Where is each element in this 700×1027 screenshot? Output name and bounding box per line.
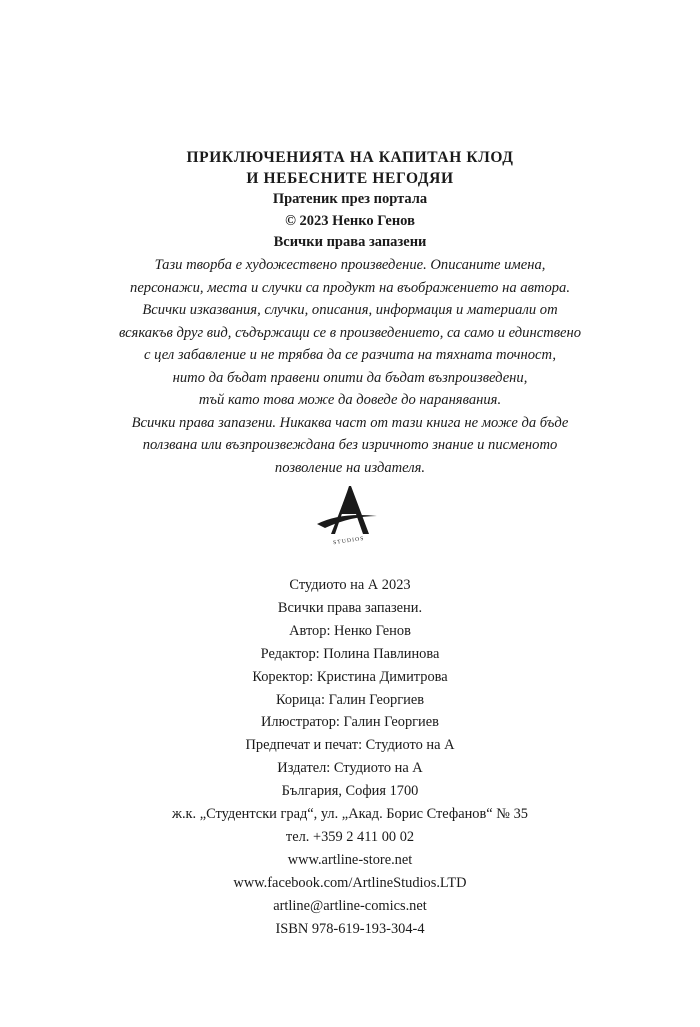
author-line: Автор: Ненко Генов	[289, 622, 411, 639]
credit-line: Всички права запазени.	[277, 599, 423, 616]
book-title-line-2: И НЕБЕСНИТЕ НЕГОДЯИ	[246, 170, 454, 187]
title-block	[0, 147, 700, 254]
editor-line: Редактор: Полина Павлинова	[260, 645, 440, 662]
publisher-line: Издател: Студиото на А	[277, 760, 423, 777]
phone-line: тел. +359 2 411 00 02	[285, 828, 415, 845]
book-title-line-1: ПРИКЛЮЧЕНИЯТА НА КАПИТАН КЛОД	[186, 149, 514, 166]
copyright-notice: © 2023 Ненко Генов	[285, 212, 415, 229]
email-link: artline@artline-comics.net	[273, 897, 427, 914]
disclaimer-line: ползвана или възпроизвеждана без изричното знание и писменото	[142, 437, 558, 453]
credits-block	[0, 574, 700, 941]
disclaimer-line: с цел забавление и не трябва да се разчита на тяхната точност,	[143, 347, 557, 363]
rights-notice: Всички права запазени	[273, 234, 427, 250]
proofreader-line: Коректор: Кристина Димитрова	[252, 668, 448, 685]
facebook-link: www.facebook.com/ArtlineStudios.LTD	[233, 874, 467, 891]
disclaimer-line: тъй като това може да доведе до наранявания.	[198, 392, 502, 408]
prepress-line: Предпечат и печат: Студиото на А	[245, 737, 455, 754]
disclaimer-line: Тази творба е художествено произведение. Описаните имена,	[154, 257, 546, 273]
disclaimer-block	[0, 254, 700, 479]
disclaimer-line: Всички изказвания, случки, описания, информация и материали от	[142, 302, 558, 318]
disclaimer-line: позволение на издателя.	[274, 459, 426, 476]
address-city-line: България, София 1700	[281, 783, 419, 800]
credit-line: Студиото на А 2023	[289, 577, 411, 593]
isbn-line: ISBN 978-619-193-304-4	[275, 920, 425, 937]
disclaimer-line: нито да бъдат правени опити да бъдат възпроизведени,	[172, 369, 528, 386]
disclaimer-line: Всички права запазени. Никаква част от тази книга не може да бъде	[131, 414, 569, 431]
svg-text:STUDIOS: STUDIOS	[332, 535, 365, 547]
illustrator-line: Илюстратор: Галин Георгиев	[261, 714, 439, 731]
disclaimer-line: персонажи, места и случки са продукт на въображението на автора.	[130, 279, 570, 296]
address-street-line: ж.к. „Студентски град“, ул. „Акад. Борис Стефанов“ № 35	[172, 806, 528, 823]
website-link: www.artline-store.net	[287, 851, 413, 868]
book-subtitle: Пратеник през портала	[272, 191, 428, 207]
studios-a-logo-icon	[311, 484, 387, 548]
cover-line: Корица: Галин Георгиев	[275, 691, 425, 708]
disclaimer-line: всякакъв друг вид, съдържащи се в произведението, са само и единствено	[118, 324, 582, 341]
